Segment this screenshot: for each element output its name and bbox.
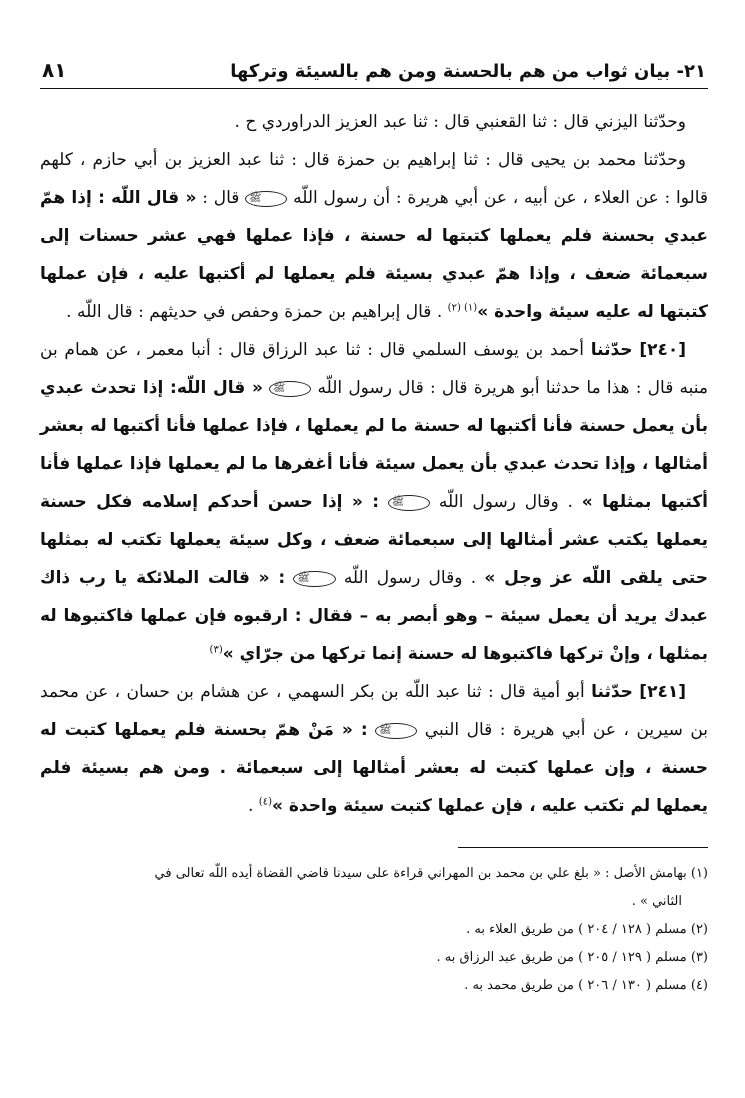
salutation-icon: ﷺ — [269, 381, 311, 397]
salutation-icon: ﷺ — [245, 191, 287, 207]
connector-text: . وقال رسول اللّه — [438, 492, 573, 512]
footnote-ref-1-2[interactable]: (١) (٢) — [447, 302, 478, 314]
hadith-241 — [40, 673, 708, 825]
chain-text: أحمد بن يوسف السلمي قال : ثنا عبد الرزاق قال : أنبا معمر ، عن همام بن منبه قال : هذا ما حدثنا أبو هريرة قال : قال رسول اللّه — [40, 340, 708, 398]
hadith-quote: « قال اللّه: إذا تحدث عبدي بأن يعمل حسنة فأنا أكتبها له حسنة ما لم يعملها ، فإذا عملها فأنا أكتبها له بعشر أمثالها ، وإذا تحدث عبدي بأن يعمل سيئة فأنا أغفرها ما لم يعملها فإذا عملها فأنا أكتبها بمثلها » — [40, 378, 708, 512]
footnote-2: (٢) مسلم ( ١٢٨ / ٢٠٤ ) من طريق العلاء به . — [466, 922, 708, 937]
salutation-icon: ﷺ — [388, 495, 430, 511]
hadith-240 — [40, 331, 708, 673]
footnote-1: (١) بهامش الأصل : « بلغ علي بن محمد بن المهراني قراءة على سيدنا قاضي القضاة أيده اللّه تعالى في — [154, 866, 708, 881]
hadith-quote: : « قالت الملائكة يا رب ذاك عبدك يريد أن يعمل سيئة – وهو أبصر به – فقال : ارقبوه فإن عملها فاكتبوها له بمثلها ، وإنْ تركها فاكتبوها له حسنة إنما تركها من جرّاي » — [40, 568, 708, 664]
footnotes — [40, 860, 708, 1000]
paragraph-chain-2 — [40, 141, 708, 331]
haddathana-label: حدّثنا — [591, 682, 633, 702]
chain-text: أبو أمية قال : ثنا عبد اللّه بن بكر السهمي ، عن هشام بن حسان ، عن محمد بن سيرين ، عن أبي هريرة : قال النبي — [40, 682, 709, 740]
hadith-quote: « قال اللّه : إذا همّ عبدي بحسنة فلم يعملها كتبتها له حسنة ، فإذا عملها فهي عشر حسنات إلى سبعمائة ضعف ، وإذا همّ عبدي بسيئة فلم يعملها لم أكتبها عليه ، فإن عملها كتبتها له عليه سيئة واحدة » — [40, 188, 708, 322]
hadith-quote: : « إذا حسن أحدكم إسلامه فكل حسنة يعملها يكتب عشر أمثالها إلى سبعمائة ضعف ، وكل سيئة يعملها تكتب له بمثلها حتى يلقى اللّه عز وجل » — [40, 492, 708, 588]
qala-text: قال : — [202, 188, 240, 208]
salutation-icon: ﷺ — [375, 723, 417, 739]
page-number: ٨١ — [42, 58, 67, 82]
hadith-number: [٢٤١] — [639, 682, 686, 702]
salutation-icon: ﷺ — [293, 571, 335, 587]
main-text — [40, 103, 708, 825]
footnote-3: (٣) مسلم ( ١٢٩ / ٢٠٥ ) من طريق عبد الرزاق به . — [436, 950, 708, 965]
paragraph-chain-1 — [40, 103, 708, 141]
footnote-1-continued: الثاني » . — [631, 894, 682, 909]
footnote-ref-3[interactable]: (٣) — [209, 644, 223, 656]
haddathana-label: حدّثنا — [590, 340, 633, 360]
hadith-number: [٢٤٠] — [639, 340, 687, 360]
chain-text: وحدّثنا محمد بن يحيى قال : ثنا إبراهيم بن حمزة قال : ثنا عبد العزيز بن أبي حازم ، كلهم قالوا : عن العلاء ، عن أبيه ، عن أبي هريرة : أن رسول اللّه — [40, 150, 709, 208]
running-header — [40, 58, 708, 89]
book-page — [40, 58, 708, 1000]
narrator-note: . قال إبراهيم بن حمزة وحفص في حديثهم : قال اللّه . — [66, 302, 443, 322]
connector-text: . وقال رسول اللّه — [343, 568, 477, 588]
footnote-divider — [458, 847, 708, 848]
chain-text: وحدّثنا اليزني قال : ثنا القعنبي قال : ثنا عبد العزيز الدراوردي ح . — [234, 112, 686, 132]
hadith-quote: : « مَنْ همّ بحسنة فلم يعملها كتبت له حسنة ، وإن عملها كتبت له بعشر أمثالها إلى سبعمائة . ومن هم بسيئة فلم يعملها لم تكتب عليه ، فإن عملها كتبت سيئة واحدة » — [40, 720, 708, 816]
footnote-ref-4[interactable]: (٤) — [258, 796, 272, 808]
footnote-4: (٤) مسلم ( ١٣٠ / ٢٠٦ ) من طريق محمد به . — [464, 978, 708, 993]
end-dot: . — [247, 796, 254, 816]
chapter-title: ٢١- بيان ثواب من هم بالحسنة ومن هم بالسيئة وتركها — [230, 61, 706, 82]
